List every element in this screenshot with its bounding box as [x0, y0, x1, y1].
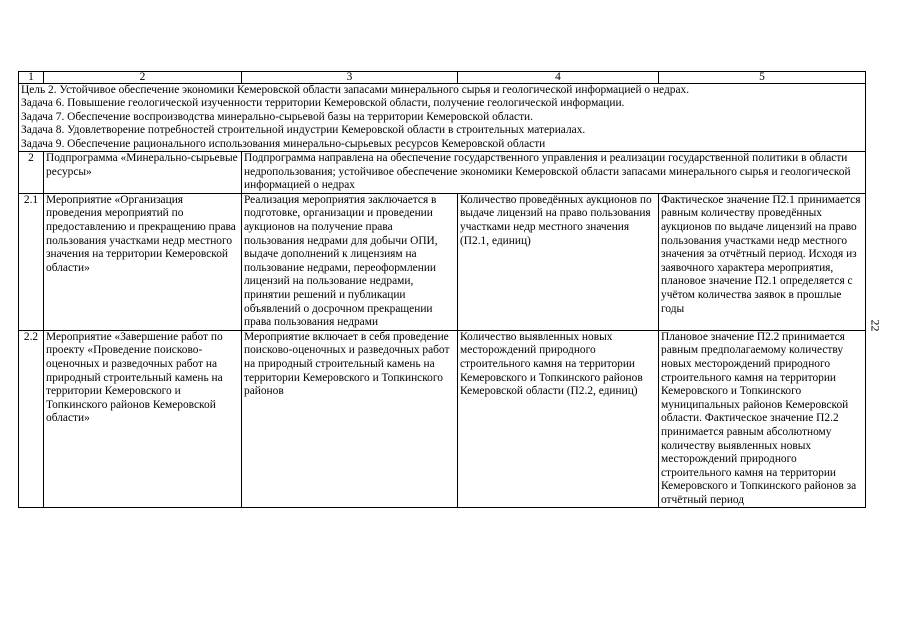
table-row [19, 330, 866, 508]
measure-description: Мероприятие включает в себя проведение поисково-оценочных и разведочных работ на природный строительный камень на территории Кемеровского и Топкинского районов [242, 330, 458, 508]
goal-row [19, 84, 866, 152]
row-number: 2.1 [19, 193, 44, 330]
task-text: Задача 8. Удовлетворение потребностей строительной индустрии Кемеровской области в строительных материалах. [21, 124, 586, 137]
task-text: Задача 9. Обеспечение рационального использования минерально-сырьевых ресурсов Кемеровской области [21, 137, 546, 150]
measure-method: Фактическое значение П2.1 принимается равным количеству проведённых аукционов по выдаче лицензий на право пользования участками недр местного значения за отчётный период. Исходя из заявочного характера мероприятия, плановое значение П2.1 определяется с учётом количества заявок в прошлые годы [659, 193, 866, 330]
header-cell: 4 [458, 72, 659, 84]
task-text: Задача 6. Повышение геологической изученности территории Кемеровской области, получение геологической информации. [21, 97, 625, 110]
table-row [19, 193, 866, 330]
header-cell: 5 [659, 72, 866, 84]
subprogram-name: Подпрограмма «Минерально-сырьевые ресурсы» [44, 152, 242, 194]
measure-indicator: Количество проведённых аукционов по выдаче лицензий на право пользования участками недр местного значения (П2.1, единиц) [458, 193, 659, 330]
task-text: Задача 7. Обеспечение воспроизводства минерально-сырьевой базы на территории Кемеровской области. [21, 110, 533, 123]
header-cell: 1 [19, 72, 44, 84]
measure-name: Мероприятие «Организация проведения мероприятий по предоставлению и прекращению права пользования участками недр местного значения на территории Кемеровской области» [44, 193, 242, 330]
header-cell: 3 [242, 72, 458, 84]
goal-text: Цель 2. Устойчивое обеспечение экономики Кемеровской области запасами минерального сырья и геологической информацией о недрах. [21, 84, 690, 96]
document-sheet [18, 71, 865, 508]
row-number: 2 [19, 152, 44, 194]
measure-indicator: Количество выявленных новых месторождений природного строительного камня на территории Кемеровского и Топкинского районов Кемеровской области (П2.2, единиц) [458, 330, 659, 508]
page-number: 22 [868, 319, 883, 332]
measures-table [18, 71, 866, 508]
measure-description: Реализация мероприятия заключается в подготовке, организации и проведении аукционов на получение права пользования недрами для добычи ОПИ, выдаче дополнений к лицензиям на пользование недрами, переоформлении лицензий на пользование недрами, принятии решений и публикации объявлений о досрочном прекращении права пользования недрами [242, 193, 458, 330]
table-header-row [19, 72, 866, 84]
row-number: 2.2 [19, 330, 44, 508]
measure-name: Мероприятие «Завершение работ по проекту «Проведение поисково-оценочных и разведочных работ на природный строительный камень на территории Кемеровского и Топкинского районов Кемеровской области» [44, 330, 242, 508]
measure-method: Плановое значение П2.2 принимается равным предполагаемому количеству новых месторождений природного строительного камня на территории Кемеровского и Топкинского муниципальных районов Кемеровской области. Фактическое значение П2.2 принимается равным абсолютному количеству выявленных новых месторождений природного строительного камня на территории Кемеровского и Топкинского районов за отчётный период [659, 330, 866, 508]
subprogram-row [19, 152, 866, 194]
subprogram-description: Подпрограмма направлена на обеспечение государственного управления и реализации государственной политики в области недропользования; устойчивое обеспечение экономики Кемеровской области запасами минерального сырья и геологической информацией о недрах [242, 152, 866, 194]
header-cell: 2 [44, 72, 242, 84]
